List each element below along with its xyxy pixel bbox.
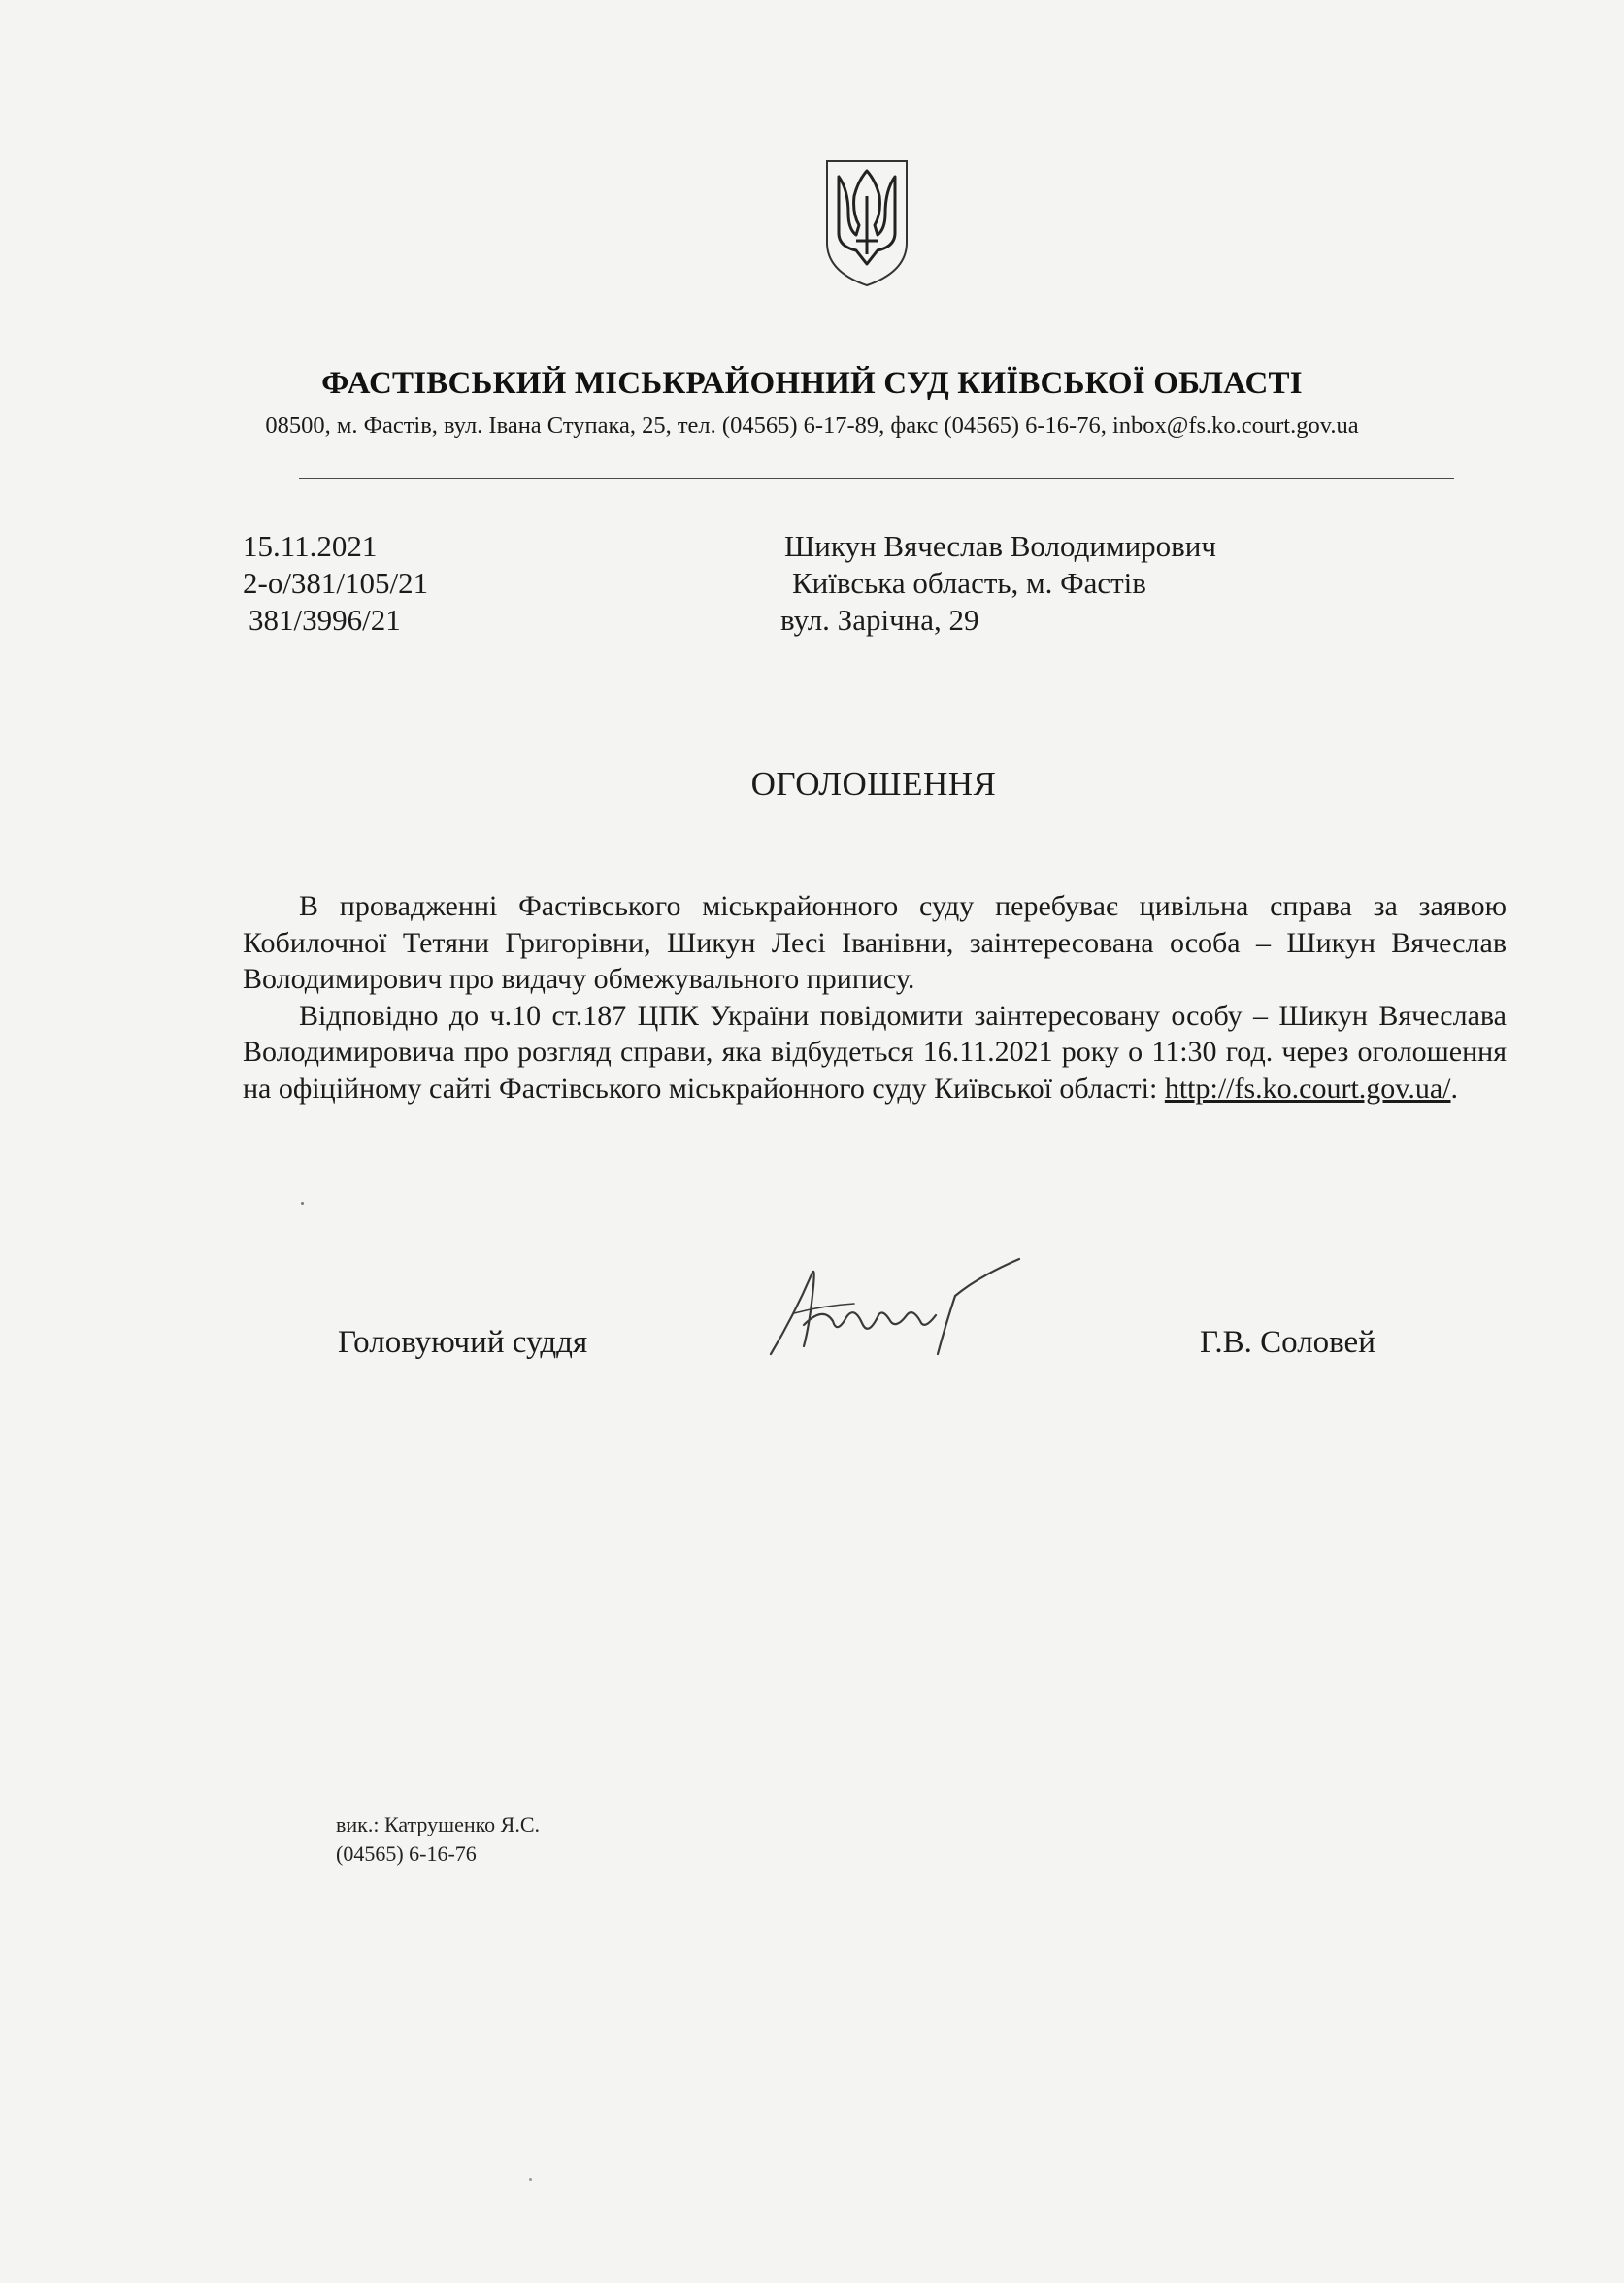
court-website-link[interactable]: http://fs.ko.court.gov.ua/ <box>1164 1072 1451 1105</box>
body-paragraph-2-text: Відповідно до ч.10 ст.187 ЦПК України повідомити заінтересовану особу – Шикун Вячеслава Володимировича про розгляд справи, яка відбудеться 16.11.2021 року о 11:30 год. через оголошення на офіційному сайті Фастівського міськрайонного суду Київської області: <box>243 999 1507 1105</box>
executor-name: вик.: Катрушенко Я.С. <box>336 1812 541 1836</box>
announcement-body <box>243 888 1507 1107</box>
recipient-name: Шикун Вячеслав Володимирович <box>784 529 1216 563</box>
proceeding-number: 381/3996/21 <box>249 603 401 637</box>
link-suffix: . <box>1450 1072 1459 1105</box>
court-address: 08500, м. Фастів, вул. Івана Ступака, 25, тел. (04565) 6-17-89, факс (04565) 6-16-76, inbox@fs.ko.court.gov.ua <box>265 413 1359 439</box>
court-name: ФАСТІВСЬКИЙ МІСЬКРАЙОННИЙ СУД КИЇВСЬКОЇ ОБЛАСТІ <box>321 366 1303 401</box>
signature-role: Головуючий суддя <box>338 1325 588 1360</box>
body-paragraph-1: В провадженні Фастівського міськрайонного суду перебуває цивільна справа за заявою Кобилочної Тетяни Григорівни, Шикун Лесі Іванівни, заінтересована особа – Шикун Вячеслав Володимирович про видачу обмежувального припису. <box>243 890 1507 995</box>
scan-speck <box>301 1202 304 1205</box>
recipient-region: Київська область, м. Фастів <box>792 566 1146 600</box>
scan-speck-2 <box>529 2178 532 2181</box>
body-paragraph-2 <box>243 998 1507 1108</box>
trident-emblem-icon <box>821 157 912 288</box>
case-number: 2-о/381/105/21 <box>243 566 429 600</box>
judge-name: Г.В. Соловей <box>1200 1325 1375 1360</box>
header-divider <box>299 478 1454 479</box>
executor-info <box>336 1810 540 1869</box>
document-date: 15.11.2021 <box>243 529 378 563</box>
announcement-title: ОГОЛОШЕННЯ <box>750 765 997 803</box>
executor-phone: (04565) 6-16-76 <box>336 1841 477 1866</box>
handwritten-signature <box>765 1257 1027 1373</box>
recipient-street: вул. Зарічна, 29 <box>780 603 979 637</box>
